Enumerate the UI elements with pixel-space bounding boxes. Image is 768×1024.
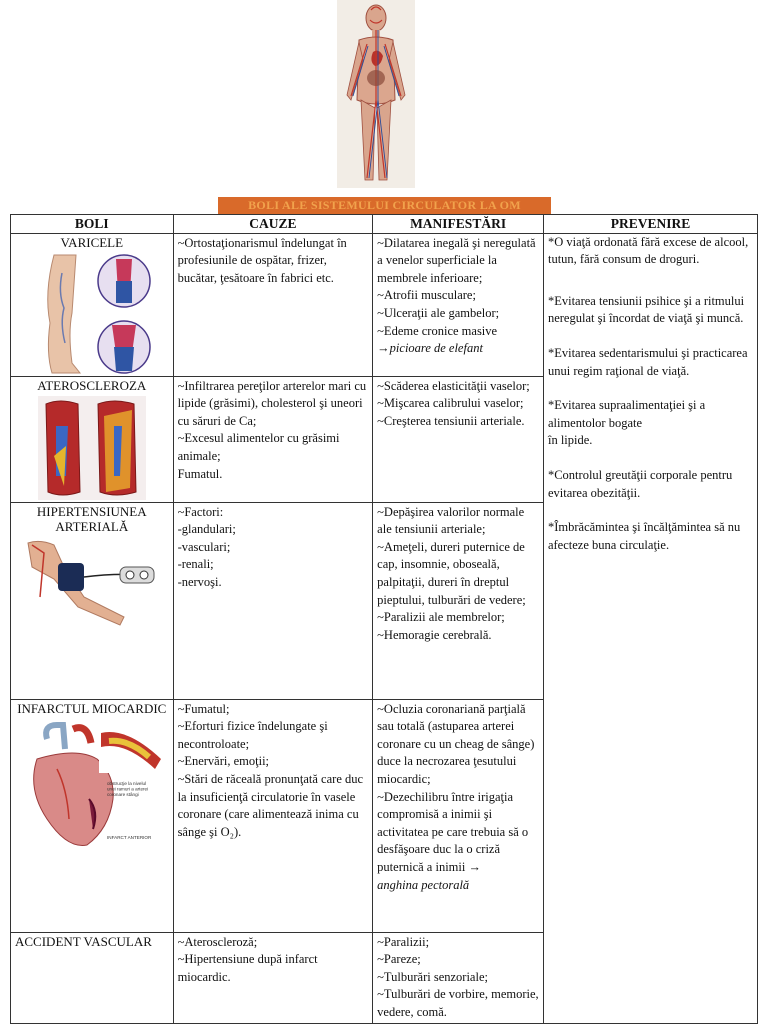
disease-name: VARICELE	[60, 234, 124, 250]
manifestations-text: ~Depăşirea valorilor normale ale tensiunii arteriale; ~Ameţeli, dureri puternice de cap, insomnie, oboseală, palpitaţii, dureri în dreptul pieptului, tulburări de vedere; ~Paralizii ale membrelor; ~Hemoragie cerebrală.	[377, 504, 526, 642]
causes-cell	[173, 699, 373, 932]
disease-cell	[11, 376, 174, 502]
causes-cell	[173, 376, 373, 502]
circulatory-system-figure	[337, 0, 415, 188]
causes-cell	[173, 502, 373, 699]
causes-text: ~Infiltrarea pereţilor arterelor mari cu lipide (grăsimi), cholesterol şi uneori cu săruri de Ca; ~Excesul alimentelor cu grăsimi animale; Fumatul.	[177, 378, 367, 481]
disease-cell	[11, 233, 174, 376]
prevention-item: *O viaţă ordonată fără excese de alcool, tutun, fără consum de droguri.	[547, 234, 752, 267]
manifestations-cell	[373, 699, 544, 932]
disease-name: HIPERTENSIUNEA ARTERIALĂ	[36, 503, 147, 534]
disease-name: ACCIDENT VASCULAR	[15, 933, 152, 949]
prevention-item: *Evitarea tensiunii psihice şi a ritmului neregulat şi încordat de viaţă şi muncă.	[547, 293, 748, 326]
infarct-callout-label: obstrucţie la nivelul unei ramuri a arterei coronare stângi	[106, 780, 148, 797]
prevention-item: *Îmbrăcămintea şi încălţămintea să nu afecteze buna circulaţie.	[547, 520, 744, 552]
varicose-veins-image	[32, 253, 152, 375]
manifestations-text: ~Ocluzia coronariană parţială sau totală (astuparea arterei coronare cu un cheag de sânge) duce la necrozarea ţesutului miocardic; ~Dezechilibru între irigaţia compromisă a inimii şi activitatea pe care trebuia să o desfăşoare duc la o criză puternică a inimii →	[377, 701, 535, 874]
diseases-table	[10, 214, 758, 1024]
infarct-anterior-label: INFARCT ANTERIOR	[106, 834, 152, 840]
disease-cell	[11, 932, 174, 1023]
disease-cell	[11, 699, 174, 932]
causes-cell	[173, 233, 373, 376]
causes-text: ~Factori: -glandulari; -vasculari; -renali; -nervoşi.	[177, 504, 236, 589]
disease-name: ATEROSCLEROZA	[37, 377, 147, 393]
manifestations-text: ~Dilatarea inegală şi neregulată a venelor superficiale la membrele inferioare; ~Atrofii musculare; ~Ulceraţii ale gambelor; ~Edeme cronice masive	[377, 235, 536, 338]
header-manifestari: MANIFESTĂRI	[373, 215, 544, 234]
disease-cell	[11, 502, 174, 699]
manifestations-cell	[373, 233, 544, 376]
atherosclerosis-image	[38, 396, 146, 500]
manifestations-italic-text: anghina pectorală	[377, 877, 470, 892]
prevention-cell	[543, 233, 757, 1023]
header-prevenire: PREVENIRE	[543, 215, 757, 234]
table-row	[11, 233, 758, 376]
table-header-row	[11, 215, 758, 234]
page-title: BOLI ALE SISTEMULUI CIRCULATOR LA OM	[218, 197, 551, 214]
heart-infarct-image	[17, 719, 167, 859]
manifestations-text: ~Scăderea elasticităţii vaselor; ~Mişcarea calibrului vaselor; ~Creşterea tensiunii arteriale.	[377, 378, 530, 428]
prevention-item: *Evitarea sedentarismului şi practicarea unui regim raţional de viaţă.	[547, 345, 751, 378]
manifestations-cell	[373, 502, 544, 699]
header-boli: BOLI	[11, 215, 174, 234]
manifestations-italic-text: →picioare de elefant	[377, 341, 483, 356]
manifestations-cell	[373, 376, 544, 502]
causes-text: ~Fumatul; ~Eforturi fizice îndelungate şi necontroloate; ~Enervări, emoţii; ~Stări de răceală pronunţată care duc la insuficienţă circulatorie în vasele coronare (care alimentează inima cu sânge şi O₂).	[177, 701, 364, 839]
blood-pressure-cuff-image	[24, 537, 160, 627]
manifestations-text: ~Paralizii; ~Pareze; ~Tulburări senzoriale; ~Tulburări de vorbire, memorie, vedere, comă.	[377, 934, 539, 1019]
causes-cell	[173, 932, 373, 1023]
causes-text: ~Ateroscleroză; ~Hipertensiune după infarct miocardic.	[177, 934, 318, 984]
manifestations-cell	[373, 932, 544, 1023]
causes-text: ~Ortostaţionarismul îndelungat în profesiunile de ospătar, frizer, bucătar, ţesătoare în fabrici etc.	[177, 235, 350, 285]
disease-name: INFARCTUL MIOCARDIC	[17, 700, 167, 716]
prevention-item: *Evitarea supraalimentaţiei şi a alimentolor bogate în lipide.	[547, 398, 706, 448]
prevention-item: *Controlul greutăţii corporale pentru evitarea obezităţii.	[547, 467, 736, 500]
header-cauze: CAUZE	[173, 215, 373, 234]
